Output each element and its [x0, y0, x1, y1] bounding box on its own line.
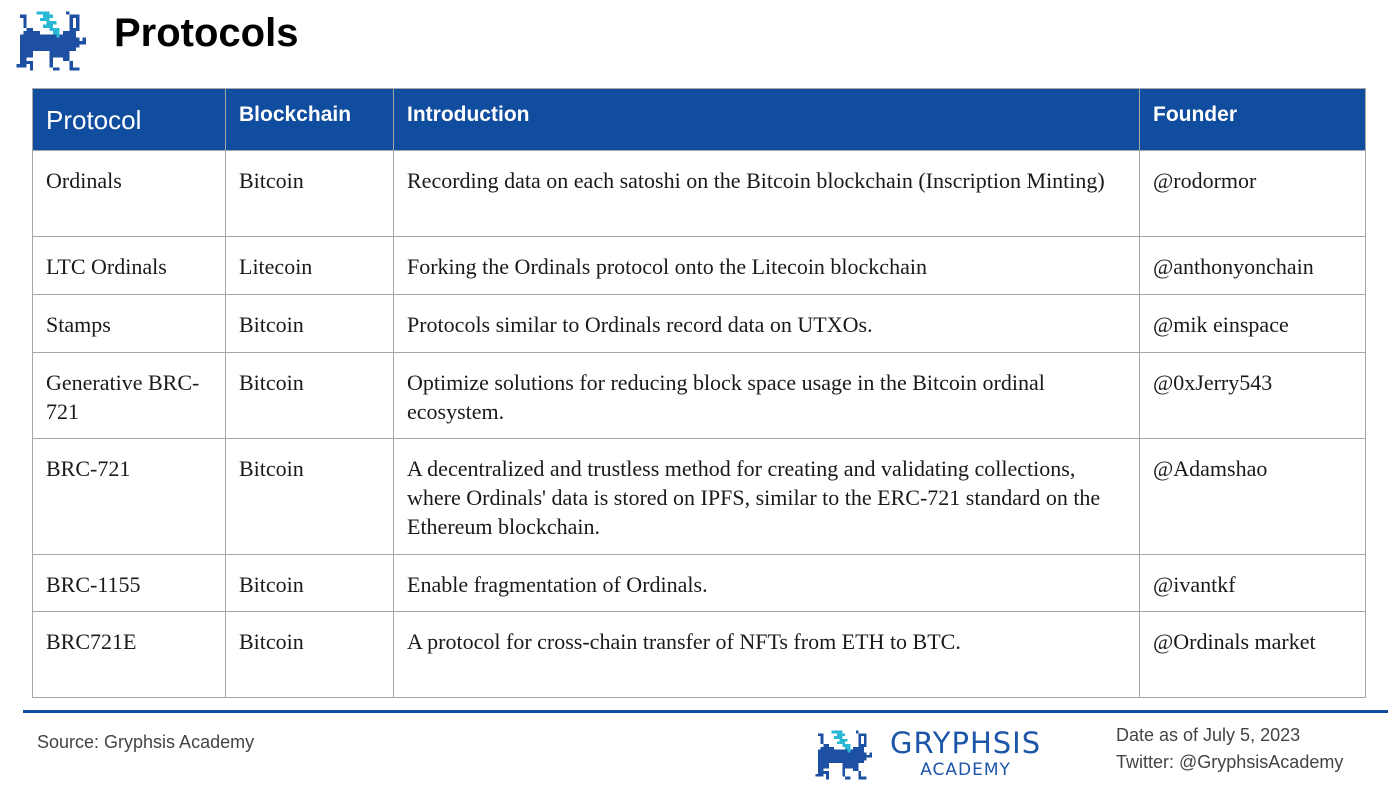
brand-name: GRYPHSIS — [890, 726, 1042, 760]
column-header-founder: Founder — [1140, 89, 1366, 151]
cell-blockchain: Bitcoin — [226, 151, 394, 237]
cell-founder: @rodormor — [1140, 151, 1366, 237]
cell-protocol: BRC-1155 — [33, 555, 226, 612]
twitter-handle: Twitter: @GryphsisAcademy — [1116, 752, 1344, 772]
table-row — [33, 295, 1366, 353]
cell-introduction: Forking the Ordinals protocol onto the Litecoin blockchain — [394, 237, 1140, 295]
cell-introduction: A decentralized and trustless method for creating and validating collections, where Ordinals' data is stored on IPFS, similar to the ERC-721 standard on the Ethereum blockchain. — [394, 439, 1140, 555]
protocols-table — [32, 88, 1366, 698]
cell-founder: @mik einspace — [1140, 295, 1366, 353]
cell-protocol: LTC Ordinals — [33, 237, 226, 295]
table-header-row — [33, 89, 1366, 151]
cell-founder: @ivantkf — [1140, 555, 1366, 612]
footer-divider — [23, 710, 1388, 713]
cell-introduction: Protocols similar to Ordinals record data on UTXOs. — [394, 295, 1140, 353]
table-row — [33, 555, 1366, 612]
cell-introduction: Recording data on each satoshi on the Bitcoin blockchain (Inscription Minting) — [394, 151, 1140, 237]
gryphsis-footer-logo-icon — [815, 728, 875, 782]
cell-protocol: BRC-721 — [33, 439, 226, 555]
source-note: Source: Gryphsis Academy — [37, 732, 255, 752]
column-header-introduction: Introduction — [394, 89, 1140, 151]
column-header-protocol: Protocol — [33, 89, 226, 151]
cell-blockchain: Bitcoin — [226, 612, 394, 698]
date-note: Date as of July 5, 2023 — [1116, 725, 1301, 745]
gryphsis-logo-icon — [16, 8, 90, 74]
cell-founder: @Adamshao — [1140, 439, 1366, 555]
page-title: Protocols — [114, 11, 299, 55]
cell-founder: @anthonyonchain — [1140, 237, 1366, 295]
cell-founder: @0xJerry543 — [1140, 353, 1366, 439]
table-row — [33, 353, 1366, 439]
cell-blockchain: Bitcoin — [226, 295, 394, 353]
table-row — [33, 612, 1366, 698]
brand-wordmark — [890, 726, 1041, 780]
cell-protocol: Generative BRC-721 — [33, 353, 226, 439]
brand-subtitle: ACADEMY — [920, 760, 1011, 780]
table-row — [33, 151, 1366, 237]
cell-blockchain: Bitcoin — [226, 353, 394, 439]
cell-protocol: Stamps — [33, 295, 226, 353]
cell-introduction: Optimize solutions for reducing block space usage in the Bitcoin ordinal ecosystem. — [394, 353, 1140, 439]
cell-protocol: BRC721E — [33, 612, 226, 698]
cell-blockchain: Bitcoin — [226, 439, 394, 555]
cell-protocol: Ordinals — [33, 151, 226, 237]
table-row — [33, 237, 1366, 295]
cell-founder: @Ordinals market — [1140, 612, 1366, 698]
column-header-blockchain: Blockchain — [226, 89, 394, 151]
cell-introduction: A protocol for cross-chain transfer of NFTs from ETH to BTC. — [394, 612, 1140, 698]
footer-meta — [1116, 722, 1343, 776]
cell-introduction: Enable fragmentation of Ordinals. — [394, 555, 1140, 612]
cell-blockchain: Litecoin — [226, 237, 394, 295]
cell-blockchain: Bitcoin — [226, 555, 394, 612]
table-row — [33, 439, 1366, 555]
